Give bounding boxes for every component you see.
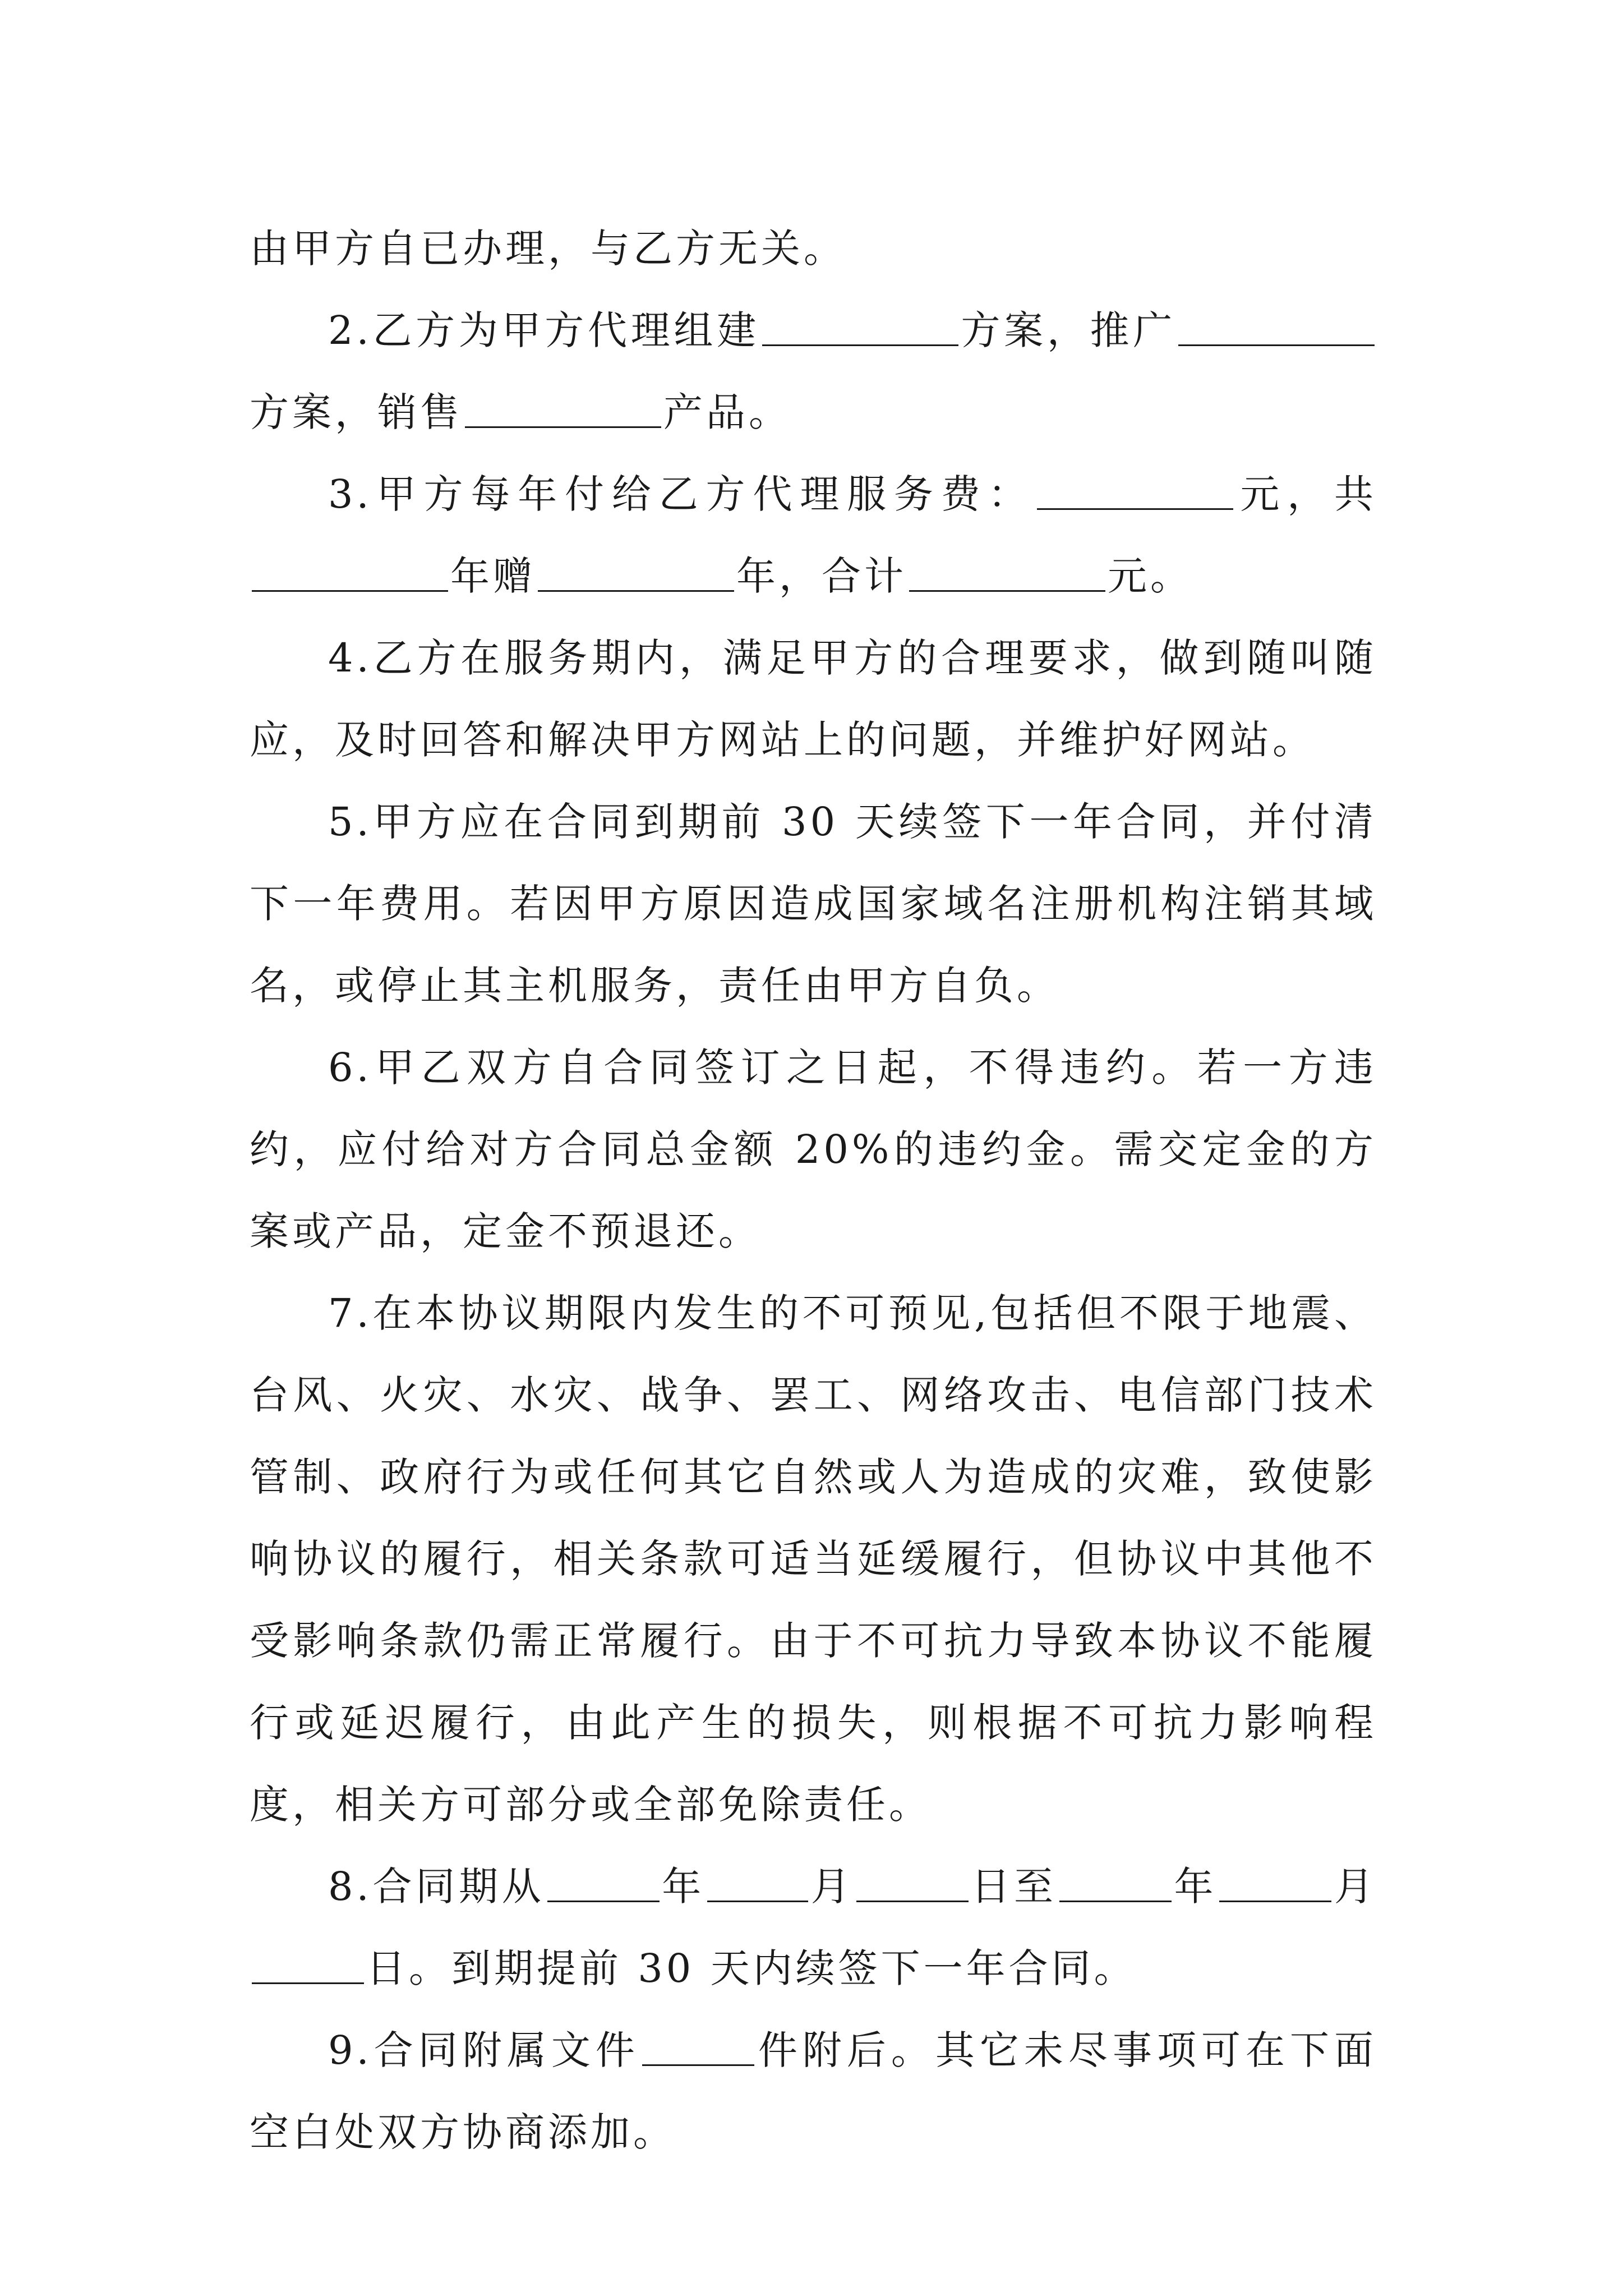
clause-8-text-b: 年 <box>661 1864 706 1910</box>
blank-field <box>1178 305 1375 346</box>
clause-9-text-b: 件附后。其它未尽事项可在下面空白处双方协商添加。 <box>250 2027 1377 2155</box>
blank-field <box>707 1861 808 1902</box>
clause-3-text-c: 年赠 <box>450 553 536 599</box>
blank-field <box>1037 469 1233 510</box>
blank-field <box>909 551 1105 592</box>
clause-9-text-a: 9.合同附属文件 <box>328 2027 640 2073</box>
clause-2-text-b: 方案，推广 <box>960 307 1176 353</box>
blank-field <box>252 1943 364 1984</box>
paragraph-3 <box>250 453 1377 617</box>
paragraph-4: 4.乙方在服务期内，满足甲方的合理要求，做到随叫随应，及时回答和解决甲方网站上的问题，并维护好网站。 <box>250 635 1377 763</box>
clause-2-text-a: 2.乙方为甲方代理组建 <box>328 307 760 353</box>
clause-8-text-e: 年 <box>1173 1864 1218 1910</box>
clause-8-text-f: 月 <box>1334 1864 1377 1910</box>
blank-field <box>465 387 661 428</box>
blank-field <box>856 1861 969 1902</box>
blank-field <box>642 2025 754 2066</box>
paragraph-2 <box>250 289 1377 453</box>
clause-3-text-d: 年，合计 <box>736 553 907 599</box>
blank-field <box>1219 1861 1331 1902</box>
clause-3-text-a: 3.甲方每年付给乙方代理服务费： <box>328 471 1035 517</box>
paragraph-6: 6.甲乙双方自合同签订之日起，不得违约。若一方违约，应付给对方合同总金额 20%的违约金。需交定金的方案或产品，定金不预退还。 <box>250 1045 1377 1254</box>
document-body <box>250 208 1377 2173</box>
paragraph-1: 由甲方自已办理，与乙方无关。 <box>250 226 846 272</box>
blank-field <box>762 305 958 346</box>
clause-2-text-c: 方案，销售 <box>250 389 463 435</box>
blank-field <box>547 1861 660 1902</box>
clause-3-text-e: 元。 <box>1108 553 1193 599</box>
paragraph-5: 5.甲方应在合同到期前 30 天续签下一年合同，并付清下一年费用。若因甲方原因造成国家域名注册机构注销其域名，或停止其主机服务，责任由甲方自负。 <box>250 799 1377 1009</box>
paragraph-7: 7.在本协议期限内发生的不可预见,包括但不限于地震、台风、火灾、水灾、战争、罢工、网络攻击、电信部门技术管制、政府行为或任何其它自然或人为造成的灾难，致使影响协议的履行，相关条款可适当延缓履行，但协议中其他不受影响条款仍需正常履行。由于不可抗力导致本协议不能履行或延迟履行，由此产生的损失，则根据不可抗力影响程度，相关方可部分或全部免除责任。 <box>250 1290 1377 1828</box>
blank-field <box>1059 1861 1172 1902</box>
clause-8-text-d: 日至 <box>970 1864 1057 1910</box>
clause-2-text-d: 产品。 <box>663 389 791 435</box>
clause-8-text-a: 8.合同期从 <box>328 1864 545 1910</box>
paragraph-9 <box>250 2009 1377 2173</box>
blank-field <box>538 551 734 592</box>
clause-8-text-g: 日。到期提前 30 天内续签下一年合同。 <box>366 1945 1137 1991</box>
clause-3-text-b: 元，共 <box>1235 471 1377 517</box>
blank-field <box>252 551 448 592</box>
paragraph-8 <box>250 1846 1377 2009</box>
clause-8-text-c: 月 <box>810 1864 854 1910</box>
